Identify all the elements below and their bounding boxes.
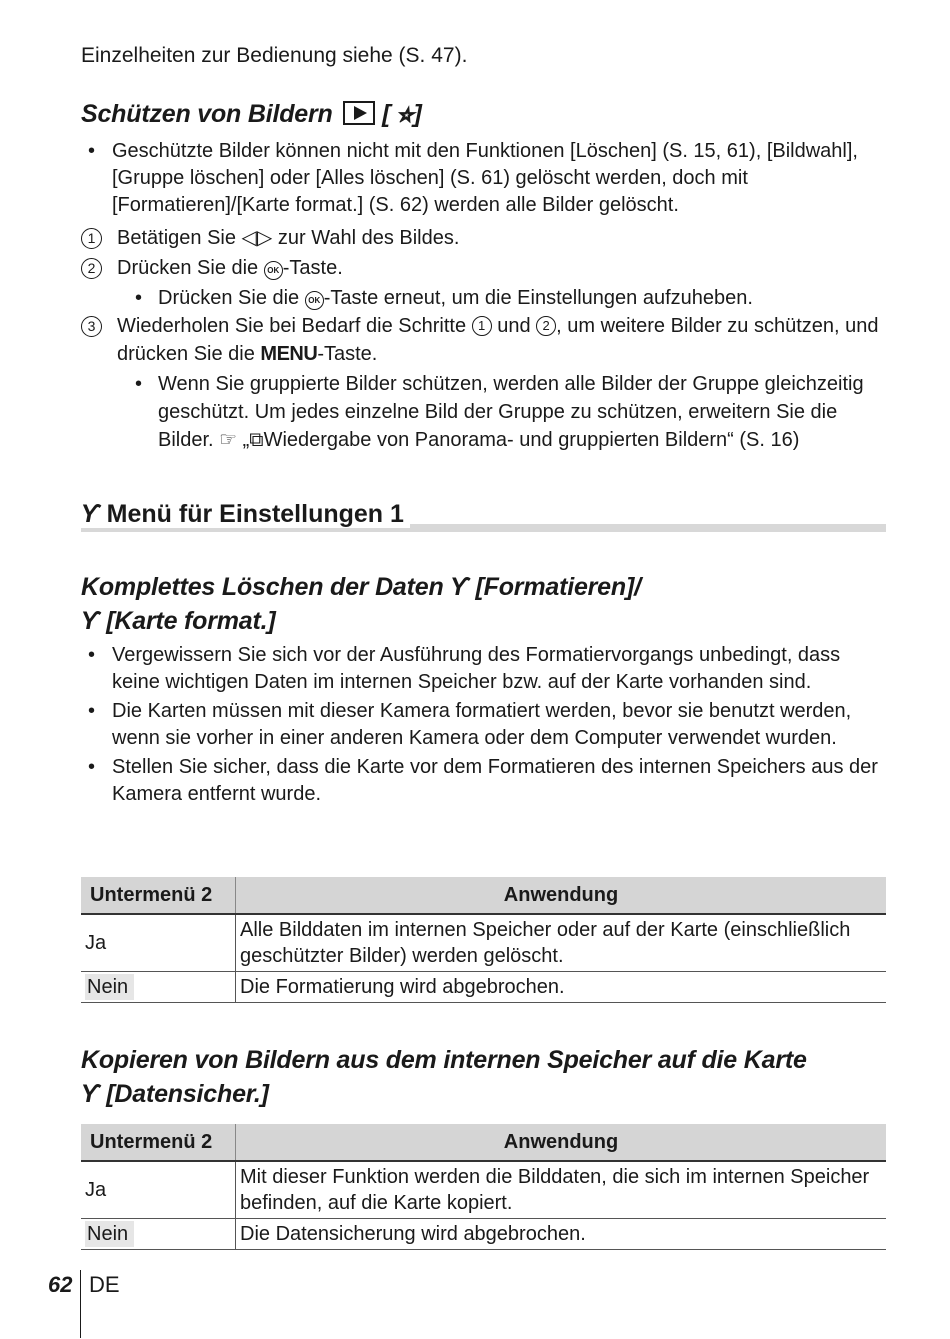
left-right-arrows-icon: ◁▷ xyxy=(241,227,273,249)
list-item xyxy=(86,698,886,752)
bullet-dot: • xyxy=(135,373,143,395)
protect-bullet-list xyxy=(86,138,886,219)
table-cell xyxy=(81,972,236,1003)
column-header: Untermenü 2 xyxy=(81,1124,236,1161)
step-text: Wiederholen Sie bei Bedarf die Schritte xyxy=(117,315,472,337)
step-number: 1 xyxy=(81,228,102,249)
heading-text: [Karte format.] xyxy=(99,607,276,635)
section-title-label: Menü für Einstellungen 1 xyxy=(106,500,404,528)
step-number: 3 xyxy=(81,316,102,337)
language-label: DE xyxy=(89,1272,120,1297)
menu-button-label: MENU xyxy=(260,343,318,365)
list-item-text: Die Karten müssen mit dieser Kamera formatiert werden, bevor sie benutzt werden, wenn sie vorher in einer anderen Kamera oder dem Computer verwendet wurden. xyxy=(112,700,852,749)
heading-text: Komplettes Löschen der Daten xyxy=(81,573,451,601)
bullet-dot: • xyxy=(88,644,96,666)
bullet-dot: • xyxy=(88,140,96,162)
footer-divider xyxy=(80,1270,81,1338)
step-text: zur Wahl des Bildes. xyxy=(272,227,460,249)
format-submenu-table xyxy=(81,877,886,1003)
column-header: Anwendung xyxy=(236,1124,887,1161)
copy-heading xyxy=(81,1043,807,1111)
ok-button-icon: OK xyxy=(264,261,283,280)
table-row xyxy=(81,1161,886,1219)
list-item xyxy=(86,754,886,808)
step-text: und xyxy=(491,315,537,337)
list-item-text: Geschützte Bilder können nicht mit den Funktionen [Löschen] (S. 15, 61), [Bildwahl], [Gruppe löschen] oder [Alles löschen] (S. 61) gelöscht werden, doch mit [Formatieren]/[Karte format.] (S. 62) werden alle Bilder gelöscht. xyxy=(112,140,858,216)
settings-wrench-icon: ϒ xyxy=(81,1080,100,1108)
bullet-dot: • xyxy=(88,756,96,778)
protect-steps xyxy=(81,224,881,454)
list-item-text: Stellen Sie sicher, dass die Karte vor dem Formatieren des internen Speichers aus der Kamera entfernt wurde. xyxy=(112,756,878,805)
settings-wrench-icon: ϒ xyxy=(450,573,469,601)
ok-button-icon: OK xyxy=(305,291,324,310)
settings-menu-section-title xyxy=(81,500,886,534)
step-3-note xyxy=(81,370,881,454)
intro-text: Einzelheiten zur Bedienung siehe (S. 47). xyxy=(81,44,468,67)
step-3 xyxy=(81,312,881,368)
step-ref-1: 1 xyxy=(472,316,492,336)
step-text: Betätigen Sie xyxy=(117,227,242,249)
bullet-dot: • xyxy=(135,287,143,309)
note-text: -Taste erneut, um die Einstellungen aufzuheben. xyxy=(323,287,753,309)
step-ref-2: 2 xyxy=(536,316,556,336)
table-cell: Ja xyxy=(81,1161,236,1219)
option-label: Nein xyxy=(85,974,134,1000)
copy-submenu-table xyxy=(81,1124,886,1250)
table-row xyxy=(81,972,886,1003)
column-header: Untermenü 2 xyxy=(81,877,236,914)
list-item xyxy=(86,642,886,696)
protect-key-icon: ⭐︎ xyxy=(396,98,414,128)
table-cell: Die Datensicherung wird abgebrochen. xyxy=(236,1219,887,1250)
step-2 xyxy=(81,254,881,282)
format-heading xyxy=(81,570,641,638)
table-row xyxy=(81,914,886,972)
table-cell: Alle Bilddaten im internen Speicher oder auf der Karte (einschließlich geschützter Bilder) werden gelöscht. xyxy=(236,914,887,972)
column-header: Anwendung xyxy=(236,877,887,914)
playback-icon xyxy=(343,101,375,125)
step-2-note xyxy=(81,284,881,312)
step-text: -Taste. xyxy=(282,257,343,279)
table-header-row xyxy=(81,877,886,914)
table-cell: Die Formatierung wird abgebrochen. xyxy=(236,972,887,1003)
list-item-text: Vergewissern Sie sich vor der Ausführung des Formatiervorgangs unbedingt, dass keine wichtigen Daten im internen Speicher bzw. auf der Karte vorhanden sind. xyxy=(112,644,841,693)
table-header-row xyxy=(81,1124,886,1161)
step-number: 2 xyxy=(81,258,102,279)
table-cell: Ja xyxy=(81,914,236,972)
settings-wrench-icon: ϒ xyxy=(81,607,100,635)
option-label: Nein xyxy=(85,1221,134,1247)
protect-heading xyxy=(81,98,422,130)
bracket-close: ] xyxy=(413,100,422,128)
list-item xyxy=(86,138,886,219)
section-title-text xyxy=(81,500,410,528)
page-number: 62 xyxy=(48,1272,73,1297)
note-text: Drücken Sie die xyxy=(158,287,305,309)
step-text: , um weitere Bilder zu schützen, und drücken Sie die xyxy=(117,315,879,365)
table-cell: Mit dieser Funktion werden die Bilddaten, die sich im internen Speicher befinden, auf die Karte kopiert. xyxy=(236,1161,887,1219)
format-bullet-list xyxy=(86,642,886,808)
settings-wrench-icon: ϒ xyxy=(81,500,100,528)
table-cell xyxy=(81,1219,236,1250)
step-text: -Taste. xyxy=(317,343,378,365)
protect-heading-text: Schützen von Bildern xyxy=(81,100,333,128)
table-row xyxy=(81,1219,886,1250)
step-text: Drücken Sie die xyxy=(117,257,264,279)
step-1 xyxy=(81,224,881,252)
heading-text: Kopieren von Bildern aus dem internen Speicher auf die Karte xyxy=(81,1046,807,1074)
bullet-dot: • xyxy=(88,700,96,722)
note-text: Wenn Sie gruppierte Bilder schützen, werden alle Bilder der Gruppe gleichzeitig geschützt. Um jedes einzelne Bild der Gruppe zu schützen, erweitern Sie die Bilder. ☞ „⧉Wiedergabe von Panorama- und gruppierten Bildern“ (S. 16) xyxy=(158,373,864,451)
heading-text: [Datensicher.] xyxy=(99,1080,269,1108)
bracket-open: [ xyxy=(382,100,391,128)
heading-text: [Formatieren]/ xyxy=(468,573,641,601)
